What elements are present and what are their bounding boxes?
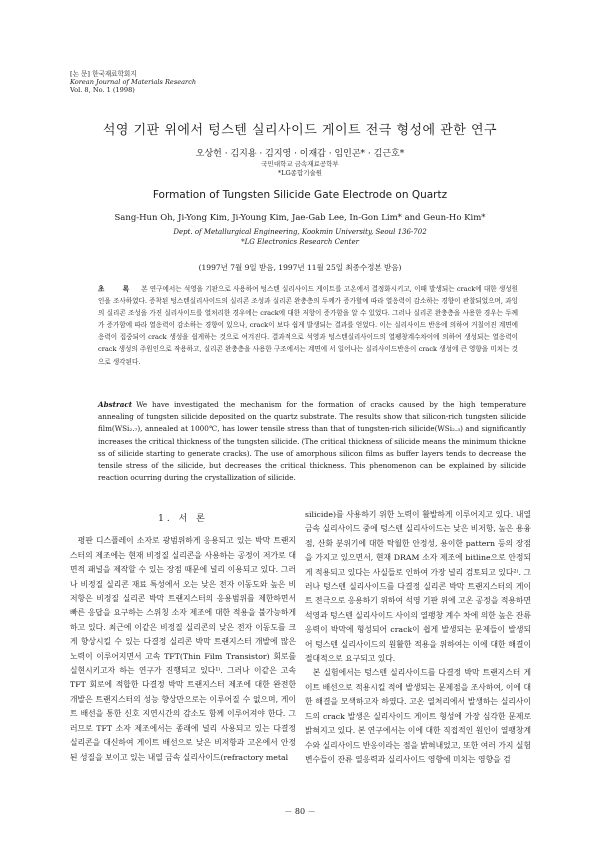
journal-name-en: Korean Journal of Materials Research [70, 78, 197, 87]
journal-name-ko: [논 문] 한국재료학회지 [70, 70, 137, 78]
authors-english: Sang-Hun Oh, Ji-Yong Kim, Ji-Young Kim, Jae-Gab Lee, In-Gon Lim* and Geun-Ho Kim* [114, 213, 486, 223]
abstract-korean [98, 283, 518, 368]
abstract-english [98, 399, 526, 484]
intro-paragraph-1: 평판 디스플레이 소자로 광범위하게 응용되고 있는 박막 트랜지스터의 제조에는 현재 비정질 실리콘을 사용하는 공정이 저가로 대면적 패널을 제작할 수 있는 장점 때문에 널리 이용되고 있다. 그러나 비정질 실리콘 재료 특성에서 오는 낮은 전자 이동도와 높은 비저항은 비정질 실리콘 박막 트랜지스터의 응용범위를 제한하면서 빠른 응답을 요구하는 스위칭 소자 제조에 대한 적용을 불가능하게 하고 있다. 최근에 이같은 비정질 실리콘의 낮은 전자 이동도를 크게 향상시킬 수 있는 다결정 실리콘 박막 트랜지스터 개발에 많은 노력이 이루어지면서 고속 TFT(Thin Film Transistor) 회로를 실현시키고자 하는 연구가 진행되고 있다¹⁾. 그러나 이같은 고속 TFT 회로에 적합한 다결정 박막 트랜지스터 제조에 대한 완전한 개발은 트랜지스터의 성능 향상만으로는 이루어질 수 없으며, 게이트 배선을 통한 신호 지연시간의 감소도 함께 이루어져야 한다. 그러므로 TFT 소자 제조에서는 종래에 널리 사용되고 있는 다결정 실리콘을 대신하여 게이트 배선으로 낮은 비저항과 고온에서 안정된 성질을 보이고 있는 내열 금속 실리사이드(refractory metal [70, 536, 296, 762]
paper-title-english: Formation of Tungsten Silicide Gate Electrode on Quartz [152, 189, 448, 201]
journal-volume: Vol. 8, No. 1 (1998) [70, 86, 135, 95]
intro-paragraph-3: 본 실험에서는 텅스텐 실리사이드를 다결정 박막 트랜지스터 게이트 배선으로 적용시킬 적에 발생되는 문제점을 조사하여, 이에 대한 해결을 모색하고자 하였다. 고온 열처리에서 발생하는 실리사이드의 crack 발생은 실리사이드 게이트 형성에 가장 심각한 문제로 밝혀지고 있다. 본 연구에서는 이에 대한 직접적인 원인이 열팽창계수와 실리사이드 반응이라는 점을 밝혀내었고, 또한 여러 가지 실험변수들이 잔류 열응력과 실리사이드 영향에 미치는 영향을 검 [305, 668, 531, 764]
abstract-ko-text: 본 연구에서는 석영을 기판으로 사용하여 텅스텐 실리사이드 게이트를 고온에서 결정화시키고, 이때 발생되는 crack에 대한 생성원인을 조사하였다. 증착된 텅스텐실리사이드의 실리콘 조성과 실리콘 완충층의 두께가 증가할에 따라 열응력이 감소하는 경향이 관찰되었으며, 과잉의 실리콘 조성을 가진 실리사이드를 열처리한 경우에는 crack에 대한 저항이 증가함을 알 수 있었다. 그러나 실리콘 완충층을 사용한 경우는 두께가 증가함에 따라 열응력이 감소하는 경향이 있으나, crack이 보다 쉽게 발생되는 결과를 얻었다. 이는 실리사이드 반응에 의하여 거칠어진 계면에 응력이 집중되어 crack 생성을 쉽게하는 것으로 여겨진다. 결과적으로 석영과 텅스텐실리사이드의 열팽창계수차이에 의하여 생성되는 열응력이 crack 생성의 주원인으로 작용하고, 실리콘 완충층을 사용한 구조에서는 계면에 서 일어나는 실리사이드반응이 crack 생성에 큰 영향을 미치는 것으로 생각된다. [98, 285, 518, 366]
affiliation-en-1: Dept. of Metallurgical Engineering, Kookmin University, Seoul 136-702 [173, 228, 427, 236]
abstract-ko-label: 초 록 [98, 285, 138, 293]
paper-title-korean: 석영 기판 위에서 텅스텐 실리사이드 게이트 전극 형성에 관한 연구 [102, 123, 498, 138]
affiliation-ko-2: *LG종합기술원 [277, 169, 323, 177]
affiliations-korean [0, 160, 600, 178]
body-column-right [305, 508, 531, 767]
affiliations-english [0, 227, 600, 247]
journal-header [70, 70, 196, 95]
received-dates: (1997년 7월 9일 받음, 1997년 11월 25일 최종수정본 받음) [198, 263, 402, 272]
affiliation-ko-1: 국민대학교 금속재료공학부 [261, 160, 339, 168]
intro-paragraph-2: silicide)를 사용하기 위한 노력이 활발하게 이루어지고 있다. 내열 금속 실리사이드 중에 텅스텐 실리사이드는 낮은 비저항, 높은 용융점, 산화 분위기에 대한 탁월한 안정성, 용이한 pattern 등의 장점을 가지고 있으면서, 현재 DRAM 소자 제조에 bitline으로 안정되게 적용되고 있다는 사실들로 인하여 가장 널리 검토되고 있다²⁾. 그러나 텅스텐 실리사이드를 다결정 실리콘 박막 트랜지스터의 게이트 전극으로 응용하기 위하여 석영 기판 위에 고온 공정을 적용하면 석영과 텅스텐 실리사이드 사이의 열팽창 계수 차에 의한 높은 잔류 응력이 박막에 형성되어 crack이 쉽게 발생되는 문제들이 발생되어 텅스텐 실리사이드의 원활한 적용을 위하여는 이에 대한 해결이 절대적으로 요구되고 있다. [305, 510, 531, 664]
body-column-left [70, 508, 296, 765]
section-heading-introduction: 1. 서 론 [158, 514, 208, 524]
authors-korean: 오상헌 · 김지용 · 김지영 · 이재갑 · 임인곤* · 김근호* [195, 149, 405, 159]
abstract-en-text: We have investigated the mechanism for the formation of cracks caused by the high temperature annealing of tungsten silicide deposited on the quartz substrate. The results show that silicon-rich tungsten silicide film(WSi₂.₇), annealed at 1000℃, has lower tensile stress than that of tungsten-rich silicide(WSi₂.₃) and significantly increases the critical thickness of the tungsten silicide. (The critical thickness of silicide means the minimum thickne ss of silicide starting to generate cracks). The use of amorphous silicon films as buffer layers tends to decrease the tensile stress of the silicide, but decreases the critical thickness. This phenomenon can be explained by silicide reaction ocurring during the crystallization of silicide. [98, 400, 526, 483]
affiliation-en-2: *LG Electronics Research Center [241, 238, 359, 246]
abstract-en-label: Abstract [98, 400, 133, 409]
page-number: － 80 － [284, 807, 316, 816]
